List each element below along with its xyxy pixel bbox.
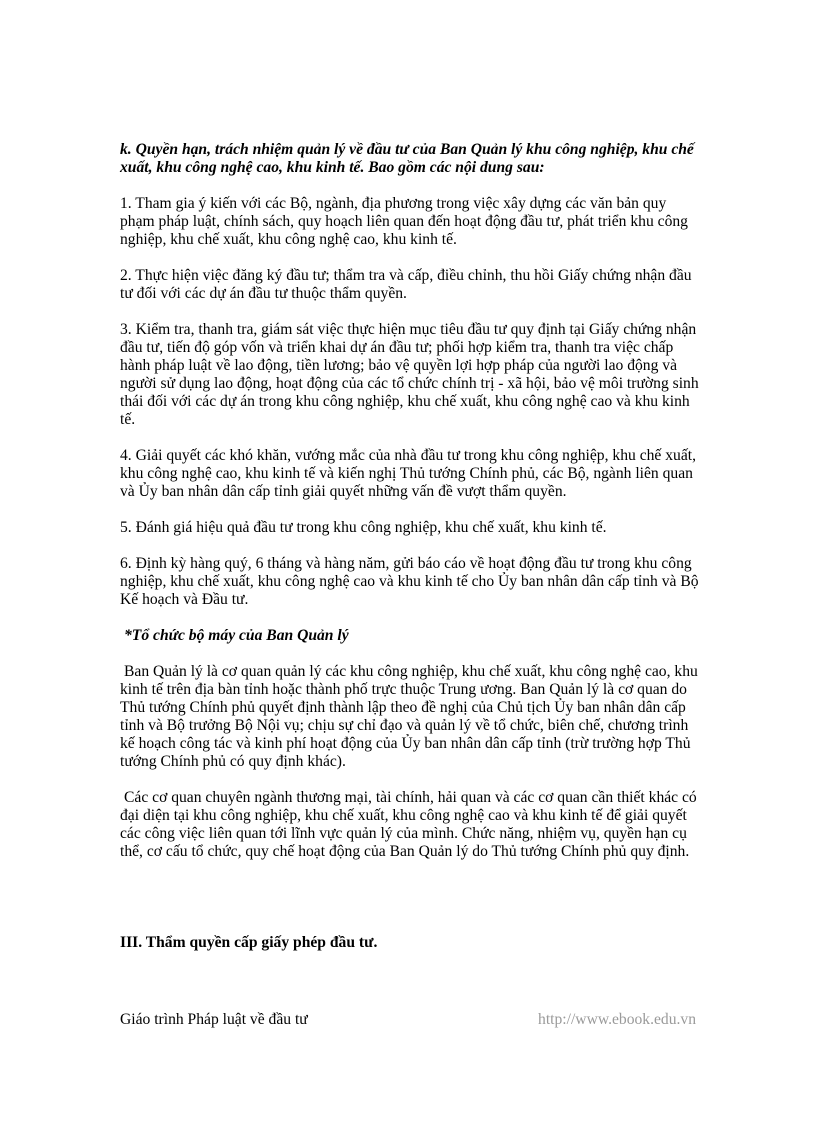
section-k-item-4: 4. Giải quyết các khó khăn, vướng mắc của nhà đầu tư trong khu công nghiệp, khu chế xuất, khu công nghệ cao, khu kinh tế và kiến nghị Thủ tướng Chính phủ, các Bộ, ngành liên quan và Ủy ban nhân dân cấp tỉnh giải quyết những vấn đề vượt thẩm quyền.	[120, 447, 696, 500]
footer-url: http://www.ebook.edu.vn	[538, 1011, 696, 1028]
section-k-item-1: 1. Tham gia ý kiến với các Bộ, ngành, địa phương trong việc xây dựng các văn bản quy phạm pháp luật, chính sách, quy hoạch liên quan đến hoạt động đầu tư, phát triển khu công nghiệp, khu chế xuất, khu công nghệ cao, khu kinh tế.	[120, 195, 688, 248]
organization-paragraph-1: Ban Quản lý là cơ quan quản lý các khu công nghiệp, khu chế xuất, khu công nghệ cao, khu kinh tế trên địa bàn tỉnh hoặc thành phố trực thuộc Trung ương. Ban Quản lý là cơ quan do Thủ tướng Chính phủ quyết định thành lập theo đề nghị của Chủ tịch Ủy ban nhân dân cấp tỉnh và Bộ trưởng Bộ Nội vụ; chịu sự chỉ đạo và quản lý về tổ chức, biên chế, chương trình kế hoạch công tác và kinh phí hoạt động của Ủy ban nhân dân cấp tỉnh (trừ trường hợp Thủ tướng Chính phủ có quy định khác).	[120, 663, 698, 770]
footer-title: Giáo trình Pháp luật về đầu tư	[120, 1011, 308, 1028]
section-k-item-2: 2. Thực hiện việc đăng ký đầu tư; thẩm tra và cấp, điều chỉnh, thu hồi Giấy chứng nhận đầu tư đối với các dự án đầu tư thuộc thẩm quyền.	[120, 267, 692, 302]
section-k-item-5: 5. Đánh giá hiệu quả đầu tư trong khu công nghiệp, khu chế xuất, khu kinh tế.	[120, 519, 607, 536]
section-k-heading: k. Quyền hạn, trách nhiệm quản lý về đầu tư của Ban Quản lý khu công nghiệp, khu chế xuất, khu công nghệ cao, khu kinh tế. Bao gồm các nội dung sau:	[120, 141, 694, 176]
section-k-item-6: 6. Định kỳ hàng quý, 6 tháng và hàng năm, gửi báo cáo về hoạt động đầu tư trong khu công nghiệp, khu chế xuất, khu công nghệ cao và khu kinh tế cho Ủy ban nhân dân cấp tỉnh và Bộ Kế hoạch và Đầu tư.	[120, 555, 699, 608]
section-k-item-3: 3. Kiểm tra, thanh tra, giám sát việc thực hiện mục tiêu đầu tư quy định tại Giấy chứng nhận đầu tư, tiến độ góp vốn và triển khai dự án đầu tư; phối hợp kiểm tra, thanh tra việc chấp hành pháp luật về lao động, tiền lương; bảo vệ quyền lợi hợp pháp của người lao động và người sử dụng lao động, hoạt động của các tổ chức chính trị - xã hội, bảo vệ môi trường sinh thái đối với các dự án trong khu công nghiệp, khu chế xuất, khu công nghệ cao và khu kinh tế.	[120, 321, 699, 428]
section-iii-heading: III. Thẩm quyền cấp giấy phép đầu tư.	[120, 934, 378, 951]
organization-paragraph-2: Các cơ quan chuyên ngành thương mại, tài chính, hải quan và các cơ quan cần thiết khác có đại diện tại khu công nghiệp, khu chế xuất, khu công nghệ cao và khu kinh tế để giải quyết các công việc liên quan tới lĩnh vực quản lý của mình. Chức năng, nhiệm vụ, quyền hạn cụ thể, cơ cấu tổ chức, quy chế hoạt động của Ban Quản lý do Thủ tướng Chính phủ quy định.	[120, 789, 697, 860]
organization-heading: *Tổ chức bộ máy của Ban Quản lý	[124, 627, 349, 644]
